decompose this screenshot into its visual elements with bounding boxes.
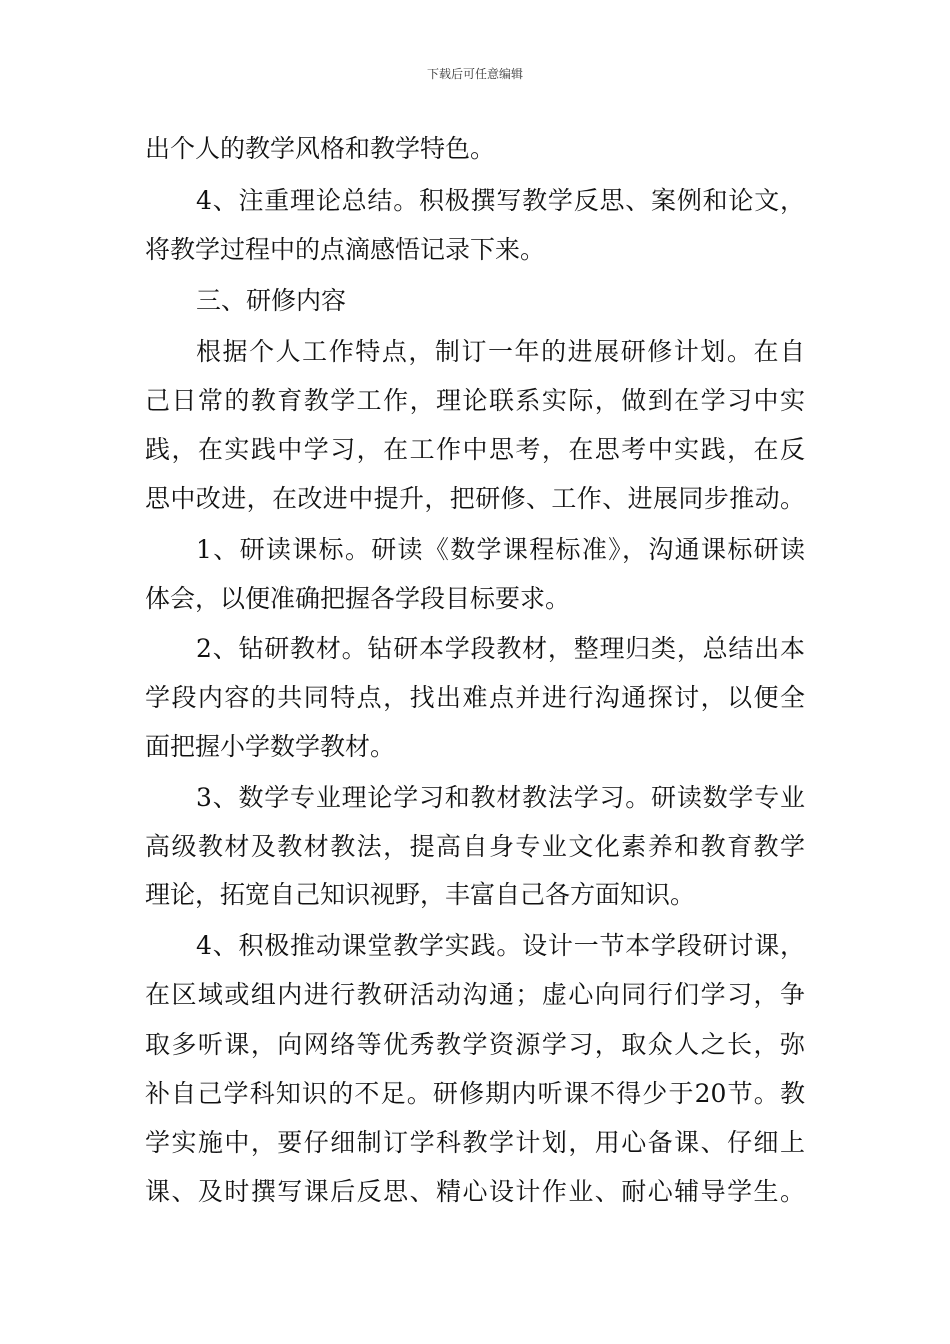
text-line: 3、数学专业理论学习和教材教法学习。研读数学专业 bbox=[196, 783, 805, 812]
text-line: 根据个人工作特点，制订一年的进展研修计划。在自 bbox=[196, 337, 805, 366]
text-line: 面把握小学数学教材。 bbox=[145, 732, 396, 761]
text-line: 取多听课，向网络等优秀教学资源学习，取众人之长，弥 bbox=[145, 1030, 805, 1059]
text-line: 出个人的教学风格和教学特色。 bbox=[145, 134, 496, 163]
text-line: 补自己学科知识的不足。研修期内听课不得少于20节。教 bbox=[145, 1079, 805, 1108]
text-line: 学段内容的共同特点，找出难点并进行沟通探讨，以便全 bbox=[145, 683, 805, 712]
text-line: 体会，以便准确把握各学段目标要求。 bbox=[145, 584, 571, 613]
page-header: 下载后可任意编辑 bbox=[426, 67, 523, 81]
text-line: 1、研读课标。研读《数学课程标准》，沟通课标研读 bbox=[196, 535, 805, 564]
text-line: 学实施中，要仔细制订学科教学计划，用心备课、仔细上 bbox=[145, 1128, 805, 1157]
text-line: 2、钻研教材。钻研本学段教材，整理归类，总结出本 bbox=[196, 634, 805, 663]
text-line: 理论，拓宽自己知识视野，丰富自己各方面知识。 bbox=[145, 880, 696, 909]
text-line: 4、积极推动课堂教学实践。设计一节本学段研讨课， bbox=[196, 931, 805, 960]
text-line: 在区域或组内进行教研活动沟通；虚心向同行们学习，争 bbox=[145, 980, 805, 1009]
text-line: 课、及时撰写课后反思、精心设计作业、耐心辅导学生。 bbox=[145, 1177, 805, 1206]
text-line: 4、注重理论总结。积极撰写教学反思、案例和论文， bbox=[196, 186, 805, 215]
text-line: 高级教材及教材教法，提高自身专业文化素养和教育教学 bbox=[145, 832, 805, 861]
text-line: 将教学过程中的点滴感悟记录下来。 bbox=[145, 235, 546, 264]
text-line: 践，在实践中学习，在工作中思考，在思考中实践，在反 bbox=[145, 435, 805, 464]
section-heading: 三、研修内容 bbox=[196, 286, 347, 315]
text-line: 己日常的教育教学工作，理论联系实际，做到在学习中实 bbox=[145, 386, 805, 415]
text-line: 思中改进，在改进中提升，把研修、工作、进展同步推动。 bbox=[145, 484, 805, 513]
